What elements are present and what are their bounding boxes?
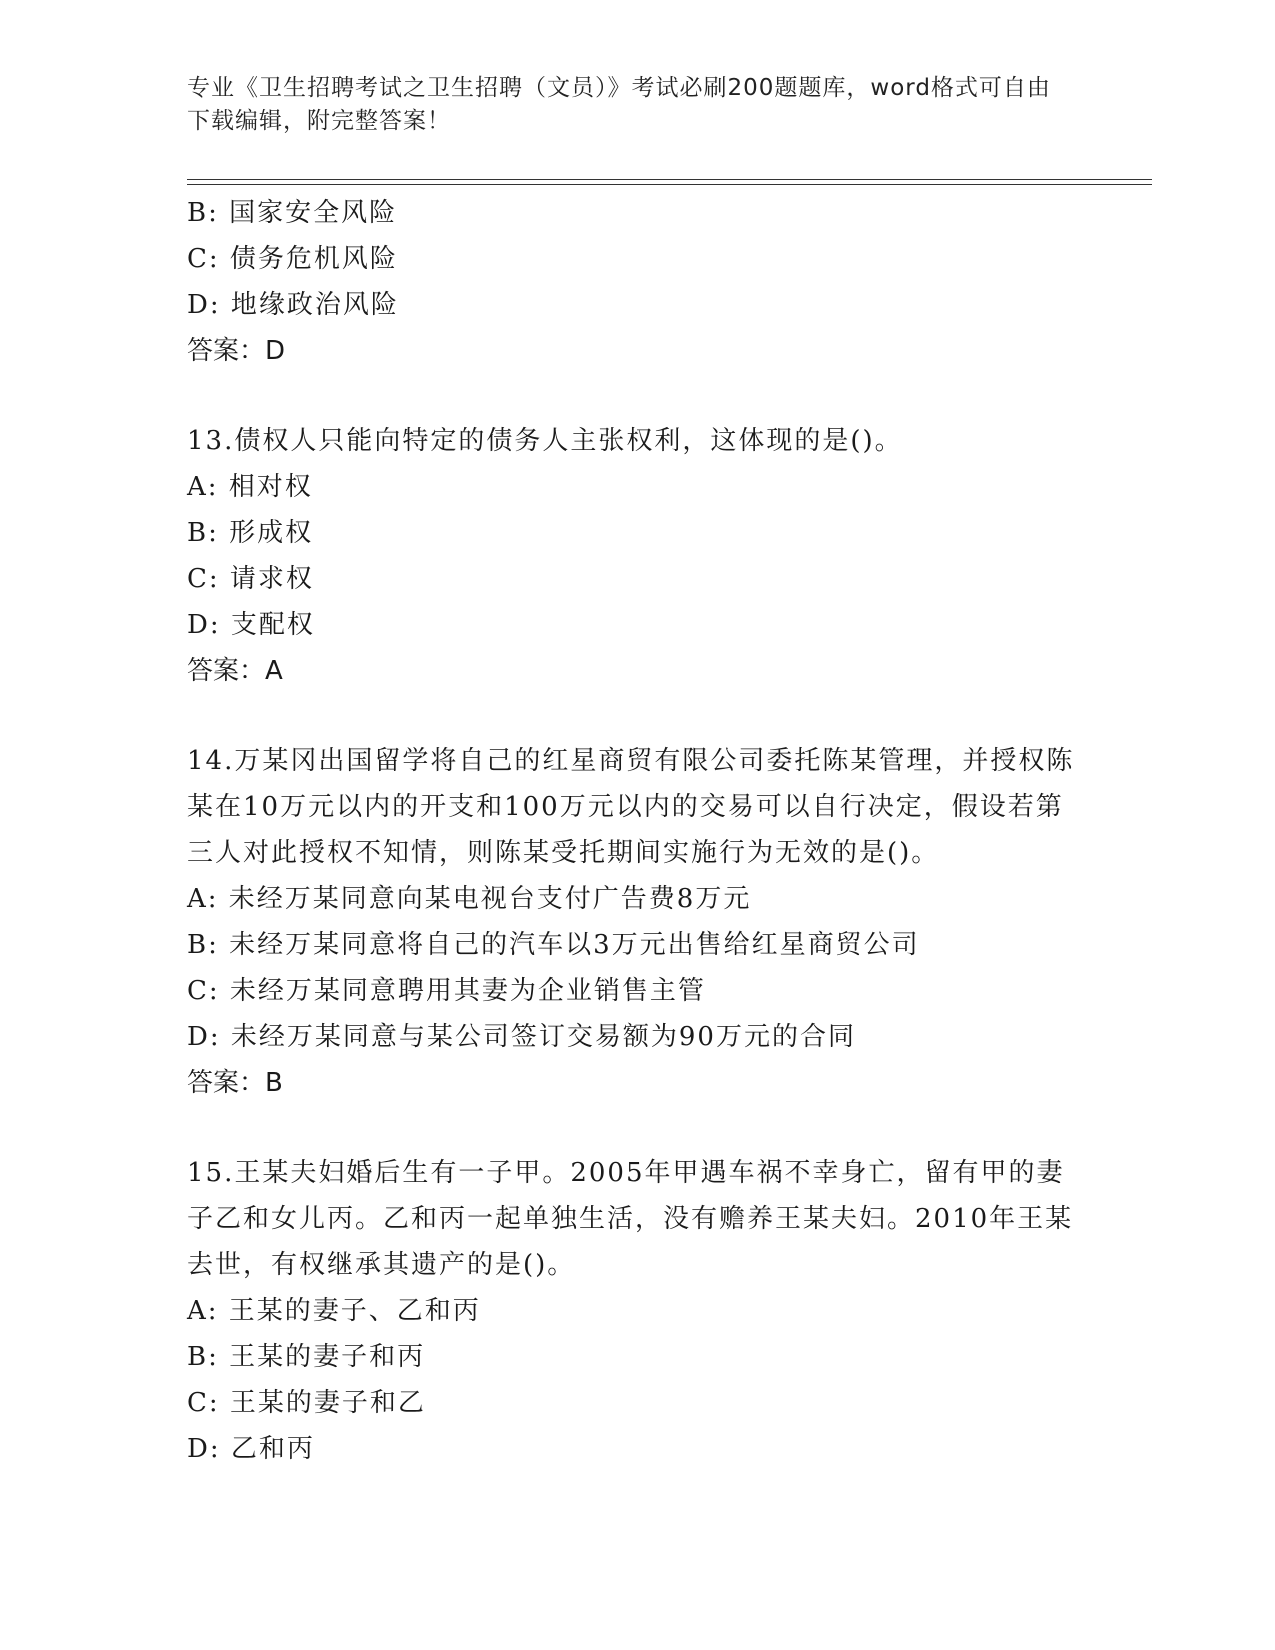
header-rule-top	[187, 179, 1152, 180]
question-12	[187, 190, 1087, 374]
question-12-option-d: D: 地缘政治风险	[187, 290, 399, 320]
question-14-option-a: A: 未经万某同意向某电视台支付广告费8万元	[187, 884, 752, 914]
question-14-option-c: C: 未经万某同意聘用其妻为企业销售主管	[187, 976, 706, 1006]
question-15-option-d: D: 乙和丙	[187, 1434, 315, 1464]
question-13-option-a: A: 相对权	[187, 472, 313, 502]
header-rule-bottom	[187, 184, 1152, 185]
question-15	[187, 1150, 1087, 1472]
question-12-answer: 答案：D	[187, 336, 286, 366]
question-13-answer: 答案：A	[187, 656, 283, 686]
question-content	[187, 190, 1087, 1472]
question-14	[187, 738, 1087, 1106]
document-header: 专业《卫生招聘考试之卫生招聘（文员）》考试必刷200题题库，word格式可自由下载编辑，附完整答案！	[187, 75, 1051, 134]
question-13-option-d: D: 支配权	[187, 610, 315, 640]
question-13-stem: 13.债权人只能向特定的债务人主张权利，这体现的是()。	[187, 426, 903, 456]
question-14-answer: 答案：B	[187, 1068, 283, 1098]
question-15-stem: 15.王某夫妇婚后生有一子甲。2005年甲遇车祸不幸身亡，留有甲的妻子乙和女儿丙。乙和丙一起单独生活，没有赡养王某夫妇。2010年王某去世，有权继承其遗产的是()。	[187, 1158, 1074, 1280]
question-14-option-d: D: 未经万某同意与某公司签订交易额为90万元的合同	[187, 1022, 856, 1052]
question-14-option-b: B: 未经万某同意将自己的汽车以3万元出售给红星商贸公司	[187, 930, 920, 960]
question-15-option-a: A: 王某的妻子、乙和丙	[187, 1296, 481, 1326]
question-12-option-c: C: 债务危机风险	[187, 244, 398, 274]
question-15-option-b: B: 王某的妻子和丙	[187, 1342, 426, 1372]
question-13-option-b: B: 形成权	[187, 518, 314, 548]
question-12-option-b: B: 国家安全风险	[187, 198, 398, 228]
question-14-stem: 14.万某冈出国留学将自己的红星商贸有限公司委托陈某管理，并授权陈某在10万元以内的开支和100万元以内的交易可以自行决定，假设若第三人对此授权不知情，则陈某受托期间实施行为无效的是()。	[187, 746, 1075, 868]
question-15-option-c: C: 王某的妻子和乙	[187, 1388, 426, 1418]
question-13-option-c: C: 请求权	[187, 564, 314, 594]
question-13	[187, 418, 1087, 694]
